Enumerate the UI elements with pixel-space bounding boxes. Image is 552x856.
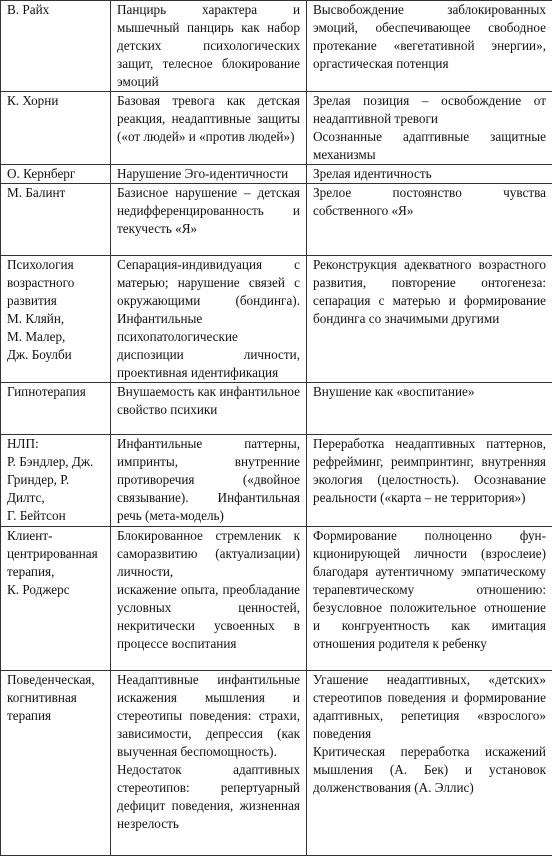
cell-text: Критическая переработка искажений мышления (А. Бек) и установок долженствования (А. Эллис) (313, 743, 546, 797)
table-row (1, 184, 552, 256)
cell-resolution (307, 435, 552, 527)
cell-text: К. Хорни (7, 92, 104, 110)
cell-text: Внушаемость как инфантильное свойство психики (117, 383, 300, 419)
cell-text: М. Балинт (7, 184, 104, 202)
cell-approach (1, 256, 111, 383)
cell-text: Внушение как «воспитание» (313, 383, 546, 401)
cell-text: Базисное нарушение – детская недифференцированность и текучесть «Я» (117, 184, 300, 238)
table-row (1, 256, 552, 383)
cell-resolution (307, 184, 552, 256)
cell-problem (111, 527, 307, 671)
table-row (1, 527, 552, 671)
cell-text: Зрелое постоянство чувства собственного «Я» (313, 184, 546, 220)
cell-resolution (307, 383, 552, 435)
cell-text: Переработка неадаптивных паттернов, рефрейминг, реимпринтинг, внутренняя экология (целостность). Осознавание реальности («карта – не территория») (313, 435, 546, 507)
cell-text: Гипнотерапия (7, 383, 104, 401)
cell-text: Базовая тревога как детская реакция, неадаптивные защиты («от людей» и «против людей») (117, 92, 300, 146)
cell-problem (111, 671, 307, 856)
cell-text: Зрелая идентичность (313, 165, 546, 183)
cell-text: Психология возрастного развития (7, 256, 104, 310)
table-row (1, 383, 552, 435)
cell-problem (111, 165, 307, 184)
cell-text: Нарушение Эго-идентичности (117, 165, 300, 183)
cell-problem (111, 1, 307, 92)
cell-text: искажение опыта, преобладание условных ценностей, некритически усвоенных в процессе воспитания (117, 581, 300, 653)
cell-resolution (307, 671, 552, 856)
cell-approach (1, 435, 111, 527)
cell-text: Р. Бэндлер, Дж. Гриндер, Р. Дилтс, (7, 453, 104, 507)
cell-text: К. Роджерс (7, 581, 104, 599)
cell-resolution (307, 165, 552, 184)
cell-approach (1, 671, 111, 856)
cell-resolution (307, 527, 552, 671)
table-row (1, 671, 552, 856)
cell-text: Угашение неадаптивных, «детских» стереотипов поведения и формирование адаптивных, репетиция «взрослого» поведения (313, 671, 546, 743)
cell-text: Неадаптивные инфантильные искажения мышления и стереотипы поведения: страхи, зависимости, депрессия (как выученная беспомощность). (117, 671, 300, 761)
cell-text: Сепарация-индивидуация с матерью; нарушение связей с окружающими (бондинга). Инфантильные психопатологические диспозиции личности, проективная идентификация (117, 256, 300, 382)
cell-text: Дж. Боулби (7, 346, 104, 364)
cell-approach (1, 184, 111, 256)
table-row (1, 165, 552, 184)
table-row (1, 1, 552, 92)
table-row (1, 435, 552, 527)
cell-resolution (307, 92, 552, 165)
cell-resolution (307, 1, 552, 92)
cell-text: Г. Бейтсон (7, 507, 104, 525)
cell-problem (111, 256, 307, 383)
cell-text: Блокированное стремленик к саморазвитию (актуализации) личности, (117, 527, 300, 581)
cell-text: О. Кернберг (7, 165, 104, 183)
cell-text: Зрелая позиция – освобождение от неадаптивной тревоги (313, 92, 546, 128)
cell-text: В. Райх (7, 1, 104, 19)
cell-text: Клиент-центрированная терапия, (7, 527, 104, 581)
cell-text: М. Малер, (7, 328, 104, 346)
cell-text: Поведенческая, когнитивная терапия (7, 671, 104, 725)
cell-approach (1, 1, 111, 92)
cell-text: Инфантильные паттерны, импринты, внутренние противоречия («двойное связывание). Инфантильная речь (мета-модель) (117, 435, 300, 525)
cell-text: Осознанные адаптивные защитные механизмы (313, 128, 546, 164)
table-body (1, 1, 552, 856)
cell-text: Панцирь характера и мышечный панцирь как набор детских психологических защит, телесное блокирование эмоций (117, 1, 300, 91)
cell-approach (1, 165, 111, 184)
table-row (1, 92, 552, 165)
cell-text: Высвобождение заблокированных эмоций, обеспечивающее свободное протекание «вегетативной энергии», оргастическая потенция (313, 1, 546, 73)
cell-approach (1, 92, 111, 165)
cell-problem (111, 184, 307, 256)
cell-text: НЛП: (7, 435, 104, 453)
cell-text: М. Кляйн, (7, 310, 104, 328)
cell-resolution (307, 256, 552, 383)
cell-approach (1, 527, 111, 671)
cell-text: Реконструкция адекватного возрастного развития, повторение онтогенеза: сепарация с матерью и формирование бондинга со значимыми другими (313, 256, 546, 328)
cell-text: Формирование полноценно фун-кционирующей личности (взрослеие) благодаря аутентичному эмпатическому терапевтическому отношению: безусловное положительное отношение и конгруентность как имитация отношения родителя к ребенку (313, 527, 546, 653)
cell-problem (111, 92, 307, 165)
cell-approach (1, 383, 111, 435)
cell-text: Недостаток адаптивных стереотипов: репертуарный дефицит поведения, жизненная незрелость (117, 761, 300, 833)
cell-problem (111, 435, 307, 527)
cell-problem (111, 383, 307, 435)
